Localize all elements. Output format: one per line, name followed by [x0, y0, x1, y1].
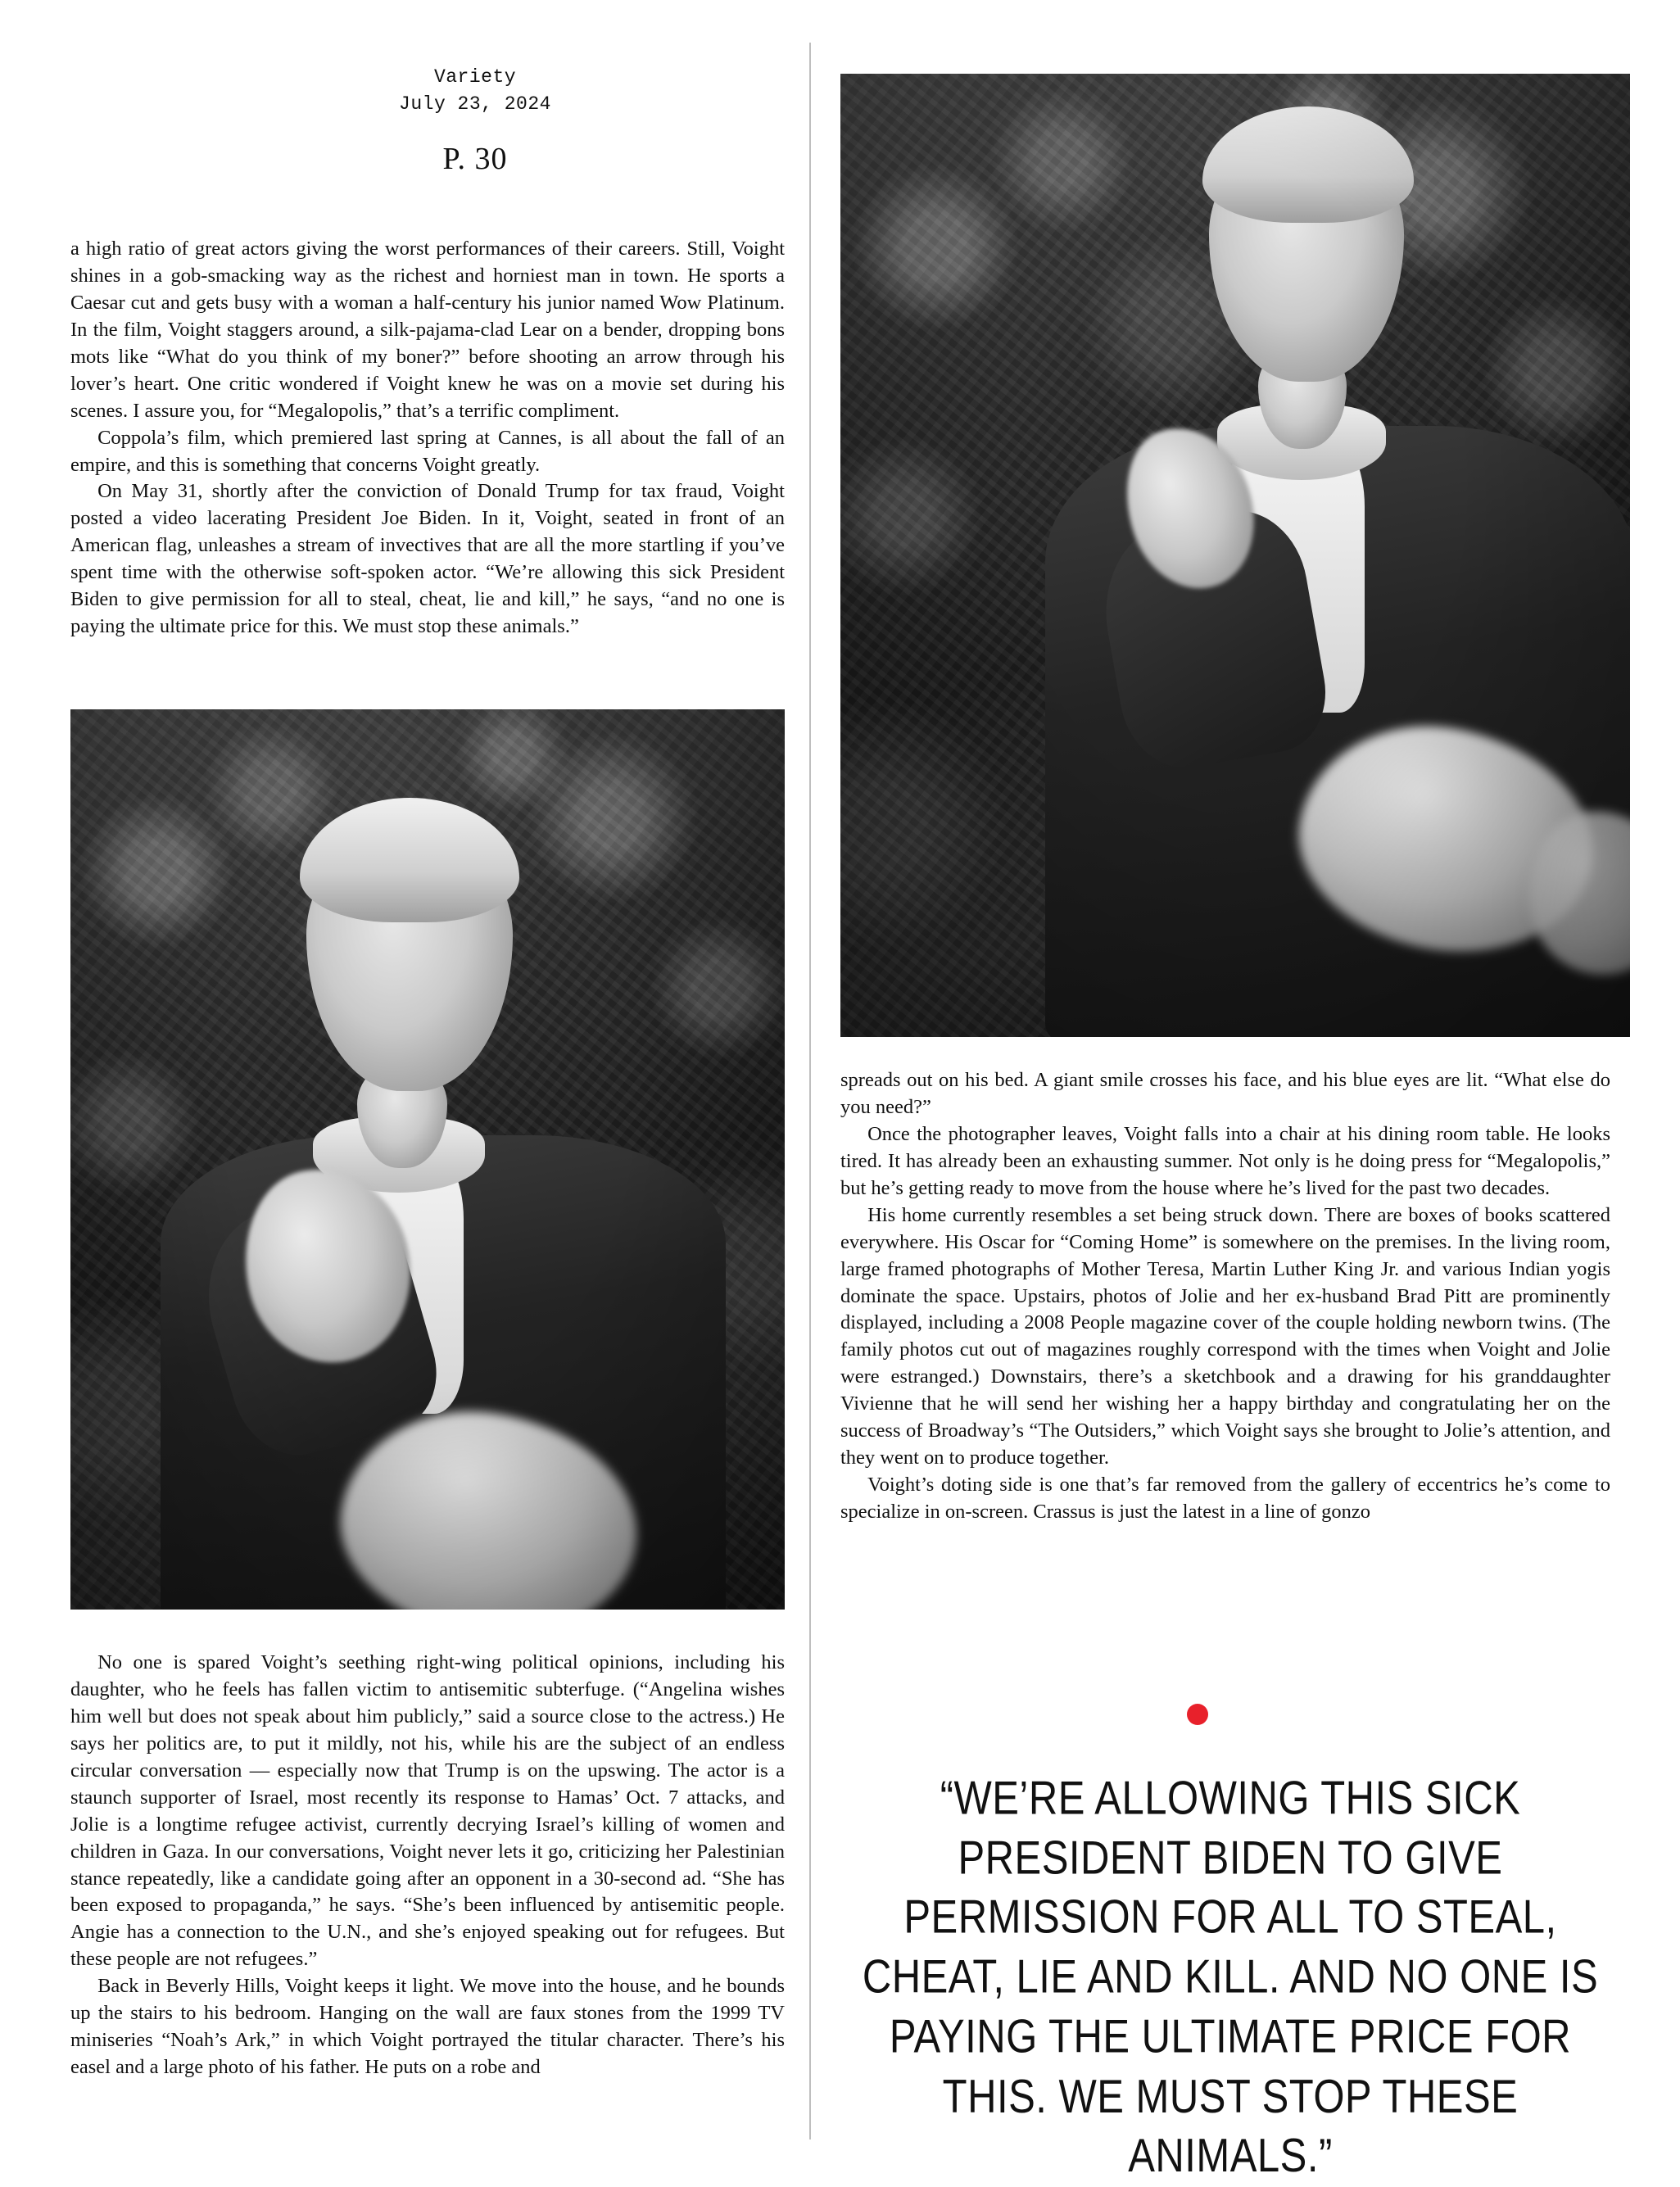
paragraph: Once the photographer leaves, Voight falls into a chair at his dining room table. He looks tired. It has already been an exhausting summer. Not only is he doing press for “Megalopolis,” but he’s getting ready to move from the house where he’s lived for the past two decades.	[840, 1122, 1610, 1199]
paragraph: Back in Beverly Hills, Voight keeps it light. We move into the house, and he bounds up the stairs to his bedroom. Hanging on the wall are faux stones from the 1999 TV miniseries “Noah’s Ark,” in which Voight portrayed the titular character. There’s his easel and a large photo of his father. He puts on a robe and	[70, 1975, 785, 2079]
photo-content	[70, 709, 785, 1610]
paragraph: His home currently resembles a set being struck down. There are boxes of books scattered everywhere. His Oscar for “Coming Home” is somewhere on the premises. In the living room, large framed photographs of Mother Teresa, Martin Luther King Jr. and various Indian yogis dominate the space. Upstairs, photos of Jolie and her ex-husband Brad Pitt are prominently displayed, including a 2008 People magazine cover of the couple holding newborn twins. (The family photos cut out of magazines roughly correspond with the times when Voight and Jolie were estranged.) Downstairs, there’s a sketchbook and a drawing for his granddaughter Vivienne that he will send her wishing her a happy birthday and congratulating her on the success of Broadway’s “The Outsiders,” which Voight says she brought to Jolie’s attention, and they went on to produce together.	[840, 1203, 1610, 1469]
portrait-subject	[70, 709, 785, 1610]
paragraph: Voight’s doting side is one that’s far removed from the gallery of eccentrics he’s come to specialize in on-screen. Crassus is just the latest in a line of gonzo	[840, 1474, 1610, 1523]
paragraph: a high ratio of great actors giving the worst performances of their careers. Still, Voight shines in a gob-smacking way as the richest and horniest man in town. He sports a Caesar cut and gets busy with a woman a half-century his junior named Wow Platinum. In the film, Voight staggers around, a silk-pajama-clad Lear on a bender, dropping bons mots like “What do you think of my boner?” before shooting an arrow through his lover’s heart. One critic wondered if Voight knew he was on a movie set during his scenes. I assure you, for “Megalopolis,” that’s a terrific compliment.	[70, 238, 785, 422]
paragraph: Coppola’s film, which premiered last spring at Cannes, is all about the fall of an empire, and this is something that concerns Voight greatly.	[70, 426, 785, 476]
photo-content	[840, 74, 1630, 1037]
subject-hair	[1202, 106, 1414, 223]
left-column-lower-text	[70, 1650, 785, 2081]
left-column-upper-text	[70, 236, 785, 641]
pull-quote: “WE’RE ALLOWING THIS SICK PRESIDENT BIDEN TO GIVE PERMISSION FOR ALL TO STEAL, CHEAT, LIE AND KILL. AND NO ONE IS PAYING THE ULTIMATE PRICE FOR THIS. WE MUST STOP THESE ANIMALS.”	[862, 1772, 1599, 2183]
photo-upper-right	[840, 74, 1630, 1037]
page-number: P. 30	[442, 142, 508, 176]
issue-date: July 23, 2024	[399, 93, 551, 115]
publication-name: Variety	[433, 66, 517, 88]
paragraph: No one is spared Voight’s seething right-wing political opinions, including his daughter, who he feels has fallen victim to antisemitic subterfuge. (“Angelina wishes him well but does not speak about him publicly,” said a source close to the actress.) He says her politics are, to put it mildly, not his, while his are the subject of an endless circular conversation — especially now that Trump is on the upswing. The actor is a staunch supporter of Israel, most recently its response to Hamas’ Oct. 7 attacks, and Jolie is a longtime refugee activist, currently decrying Israel’s killing of women and children in Gaza. In our conversations, Voight never lets it go, criticizing her Palestinian stance repeatedly, like a candidate going after an opponent in a 30-second ad. “She has been exposed to propaganda,” he says. “She’s been influenced by antisemitic people. Angie has a connection to the U.N., and she’s enjoyed speaking out for refugees. But these people are not refugees.”	[70, 1651, 785, 1971]
subject-hair	[300, 798, 519, 922]
photo-lower-left	[70, 709, 785, 1610]
right-column-text	[840, 1067, 1610, 1526]
paragraph: spreads out on his bed. A giant smile crosses his face, and his blue eyes are lit. “What else do you need?”	[840, 1069, 1610, 1118]
paragraph: On May 31, shortly after the conviction of Donald Trump for tax fraud, Voight posted a video lacerating President Joe Biden. In it, Voight, seated in front of an American flag, unleashes a stream of invectives that are all the more startling if you’ve spent time with the otherwise soft-spoken actor. “We’re allowing this sick President Biden to give permission for all to steal, cheat, lie and kill,” he says, “and no one is paying the ultimate price for this. We must stop these animals.”	[70, 480, 785, 638]
portrait-subject	[840, 74, 1630, 1037]
column-divider	[809, 43, 811, 2139]
pull-quote-dot	[1187, 1704, 1208, 1725]
masthead	[373, 64, 577, 119]
